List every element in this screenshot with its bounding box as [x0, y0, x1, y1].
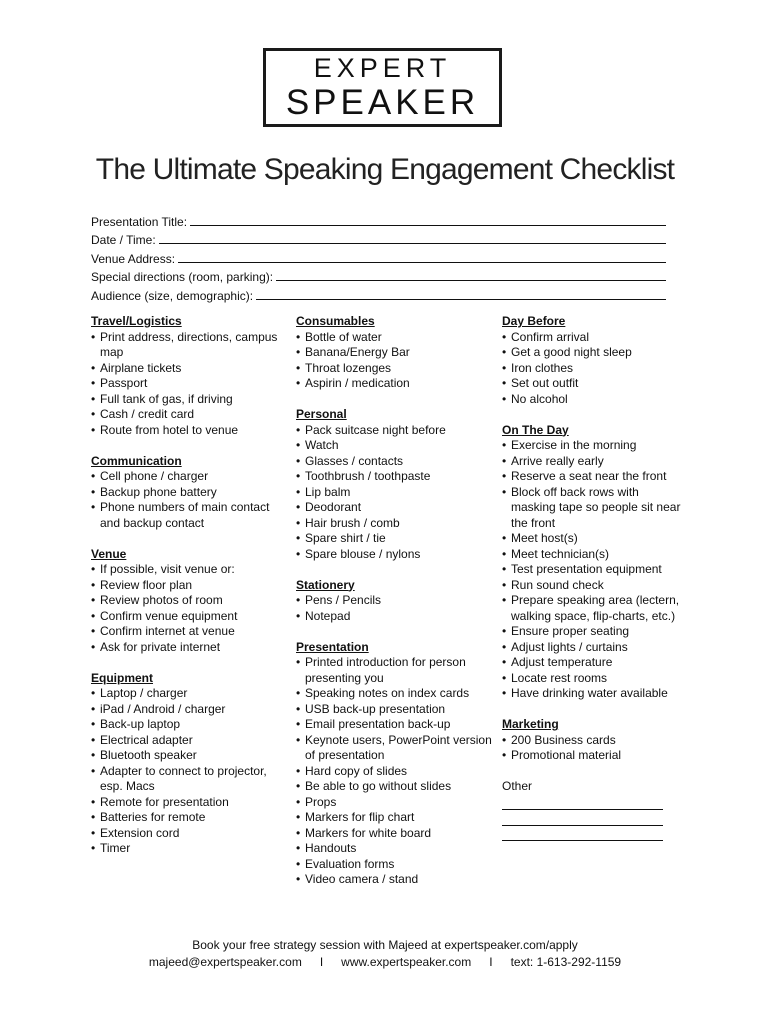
- checklist-item[interactable]: • Remote for presentation: [91, 795, 286, 811]
- section-title: Day Before: [502, 314, 566, 328]
- field-venue-address[interactable]: [91, 247, 666, 266]
- checklist-items: [91, 562, 286, 655]
- other-blank-line[interactable]: [502, 826, 663, 842]
- column-1: [91, 314, 286, 872]
- checklist-items: [502, 330, 682, 408]
- checklist-item[interactable]: • Batteries for remote: [91, 810, 286, 826]
- checklist-item[interactable]: • Print address, directions, campus map: [91, 330, 286, 361]
- checklist-item[interactable]: • Route from hotel to venue: [91, 423, 286, 439]
- checklist-item[interactable]: • Glasses / contacts: [296, 454, 496, 470]
- section-title: Marketing: [502, 717, 559, 731]
- checklist-item[interactable]: • Props: [296, 795, 496, 811]
- section-title: Venue: [91, 546, 127, 561]
- checklist-item[interactable]: • Cash / credit card: [91, 407, 286, 423]
- field-line: [178, 261, 666, 263]
- field-label: Venue Address:: [91, 251, 176, 266]
- checklist-item[interactable]: • Notepad: [296, 609, 496, 625]
- checklist-item[interactable]: • Ensure proper seating: [502, 624, 682, 640]
- checklist-item[interactable]: • Iron clothes: [502, 361, 682, 377]
- checklist-section: [91, 454, 286, 532]
- checklist-item[interactable]: • Laptop / charger: [91, 686, 286, 702]
- section-title: Equipment: [91, 670, 153, 685]
- checklist-items: [296, 655, 496, 888]
- footer-cta: Book your free strategy session with Majeed at expertspeaker.com/apply: [192, 938, 578, 952]
- field-label: Date / Time:: [91, 233, 156, 248]
- section-title: Communication: [91, 453, 182, 468]
- field-presentation-title[interactable]: [91, 210, 666, 229]
- checklist-item[interactable]: • Confirm venue equipment: [91, 609, 286, 625]
- footer-email[interactable]: majeed@expertspeaker.com: [148, 955, 302, 969]
- checklist-item[interactable]: • Handouts: [296, 841, 496, 857]
- checklist-item[interactable]: • Backup phone battery: [91, 485, 286, 501]
- checklist-item[interactable]: • Aspirin / medication: [296, 376, 496, 392]
- footer-phone: text: 1-613-292-1159: [510, 955, 622, 969]
- checklist-section: [502, 314, 682, 407]
- checklist-items: [296, 330, 496, 392]
- checklist-item[interactable]: • Test presentation equipment: [502, 562, 682, 578]
- checklist-item[interactable]: • Spare shirt / tie: [296, 531, 496, 547]
- checklist-items: [91, 686, 286, 857]
- checklist-item[interactable]: • Markers for flip chart: [296, 810, 496, 826]
- checklist-item[interactable]: • 200 Business cards: [502, 733, 682, 749]
- checklist-item[interactable]: • Evaluation forms: [296, 857, 496, 873]
- checklist-item[interactable]: • Back-up laptop: [91, 717, 286, 733]
- checklist-item[interactable]: • Review photos of room: [91, 593, 286, 609]
- checklist-item[interactable]: • Cell phone / charger: [91, 469, 286, 485]
- footer-contact: [0, 954, 770, 971]
- checklist-item[interactable]: • Get a good night sleep: [502, 345, 682, 361]
- checklist-section: [296, 314, 496, 392]
- checklist-item[interactable]: • Airplane tickets: [91, 361, 286, 377]
- checklist-item[interactable]: • Ask for private internet: [91, 640, 286, 656]
- checklist-section: [502, 423, 682, 702]
- logo-line2: SPEAKER: [285, 83, 480, 122]
- footer-website[interactable]: www.expertspeaker.com: [341, 955, 472, 969]
- checklist-item[interactable]: • Speaking notes on index cards: [296, 686, 496, 702]
- field-line: [256, 298, 666, 300]
- checklist-item[interactable]: • Email presentation back-up: [296, 717, 496, 733]
- checklist-item[interactable]: • Toothbrush / toothpaste: [296, 469, 496, 485]
- checklist-item[interactable]: • No alcohol: [502, 392, 682, 408]
- field-audience[interactable]: [91, 284, 666, 303]
- checklist-item[interactable]: • USB back-up presentation: [296, 702, 496, 718]
- checklist-item[interactable]: • Promotional material: [502, 748, 682, 764]
- checklist-item[interactable]: • Deodorant: [296, 500, 496, 516]
- checklist-item[interactable]: • If possible, visit venue or:: [91, 562, 286, 578]
- checklist-items: [296, 423, 496, 563]
- section-title: Travel/Logistics: [91, 314, 182, 328]
- section-title: Presentation: [296, 639, 369, 654]
- field-line: [276, 279, 666, 281]
- field-label: Special directions (room, parking):: [91, 270, 274, 285]
- checklist-item[interactable]: • Meet host(s): [502, 531, 682, 547]
- checklist-item[interactable]: • Set out outfit: [502, 376, 682, 392]
- footer-separator: I: [319, 955, 324, 969]
- checklist-item[interactable]: • Bluetooth speaker: [91, 748, 286, 764]
- column-3: [502, 314, 682, 841]
- other-blank-line[interactable]: [502, 795, 663, 811]
- field-line: [159, 242, 666, 244]
- checklist-item[interactable]: • Banana/Energy Bar: [296, 345, 496, 361]
- logo: [263, 48, 502, 127]
- checklist-items: [502, 438, 682, 702]
- checklist-item[interactable]: • Be able to go without slides: [296, 779, 496, 795]
- section-title: Personal: [296, 407, 347, 421]
- section-title: On The Day: [502, 422, 569, 437]
- footer: [0, 937, 770, 971]
- checklist-item[interactable]: • Lip balm: [296, 485, 496, 501]
- field-special-directions[interactable]: [91, 266, 666, 285]
- checklist-section: [296, 640, 496, 888]
- field-date-time[interactable]: [91, 229, 666, 248]
- field-label: Presentation Title:: [91, 214, 188, 229]
- checklist-item[interactable]: • Keynote users, PowerPoint version of presentation: [296, 733, 496, 764]
- checklist-section: [91, 547, 286, 656]
- checklist-section: [296, 407, 496, 562]
- checklist-item[interactable]: • Throat lozenges: [296, 361, 496, 377]
- checklist-item[interactable]: • Pens / Pencils: [296, 593, 496, 609]
- field-line: [190, 224, 666, 226]
- checklist-item[interactable]: • Phone numbers of main contact and backup contact: [91, 500, 286, 531]
- checklist-section: [91, 671, 286, 857]
- checklist-item[interactable]: • Timer: [91, 841, 286, 857]
- info-fields: [91, 210, 666, 303]
- checklist-item[interactable]: • Printed introduction for person presenting you: [296, 655, 496, 686]
- column-2: [296, 314, 496, 903]
- checklist-item[interactable]: • Pack suitcase night before: [296, 423, 496, 439]
- checklist-item[interactable]: • Bottle of water: [296, 330, 496, 346]
- footer-separator: I: [489, 955, 493, 969]
- checklist-item[interactable]: • Exercise in the morning: [502, 438, 682, 454]
- checklist-item[interactable]: • Adjust lights / curtains: [502, 640, 682, 656]
- checklist-item[interactable]: • Full tank of gas, if driving: [91, 392, 286, 408]
- checklist-items: [296, 593, 496, 624]
- checklist-section: [91, 314, 286, 438]
- checklist-item[interactable]: • Arrive really early: [502, 454, 682, 470]
- checklist-item[interactable]: • Hair brush / comb: [296, 516, 496, 532]
- checklist-items: [91, 330, 286, 439]
- checklist-item[interactable]: • Meet technician(s): [502, 547, 682, 563]
- checklist-item[interactable]: • Electrical adapter: [91, 733, 286, 749]
- section-title: Consumables: [296, 314, 375, 328]
- page-title: The Ultimate Speaking Engagement Checklist: [95, 153, 675, 186]
- checklist-item[interactable]: • Markers for white board: [296, 826, 496, 842]
- checklist-item[interactable]: • Run sound check: [502, 578, 682, 594]
- section-title: Stationery: [296, 577, 355, 592]
- other-label: Other: [502, 779, 533, 793]
- checklist-item[interactable]: • Reserve a seat near the front: [502, 469, 682, 485]
- checklist-section: [502, 717, 682, 764]
- checklist-item[interactable]: • Confirm internet at venue: [91, 624, 286, 640]
- logo-line1: EXPERT: [313, 53, 452, 83]
- checklist-item[interactable]: • Passport: [91, 376, 286, 392]
- checklist-item[interactable]: • Video camera / stand: [296, 872, 496, 888]
- other-blank-line[interactable]: [502, 810, 663, 826]
- checklist-item[interactable]: • Have drinking water available: [502, 686, 682, 702]
- checklist-items: [91, 469, 286, 531]
- checklist-item[interactable]: • Spare blouse / nylons: [296, 547, 496, 563]
- checklist-item[interactable]: • Extension cord: [91, 826, 286, 842]
- field-label: Audience (size, demographic):: [91, 288, 254, 303]
- checklist-item[interactable]: • iPad / Android / charger: [91, 702, 286, 718]
- checklist-item[interactable]: • Hard copy of slides: [296, 764, 496, 780]
- checklist-item[interactable]: • Locate rest rooms: [502, 671, 682, 687]
- checklist-items: [502, 733, 682, 764]
- checklist-item[interactable]: • Prepare speaking area (lectern, walking space, flip-charts, etc.): [502, 593, 682, 624]
- checklist-item[interactable]: • Confirm arrival: [502, 330, 682, 346]
- checklist-item[interactable]: • Review floor plan: [91, 578, 286, 594]
- checklist-section: [296, 578, 496, 625]
- checklist-item[interactable]: • Block off back rows with masking tape so people sit near the front: [502, 485, 682, 532]
- checklist-item[interactable]: • Watch: [296, 438, 496, 454]
- checklist-item[interactable]: • Adjust temperature: [502, 655, 682, 671]
- checklist-item[interactable]: • Adapter to connect to projector, esp. Macs: [91, 764, 286, 795]
